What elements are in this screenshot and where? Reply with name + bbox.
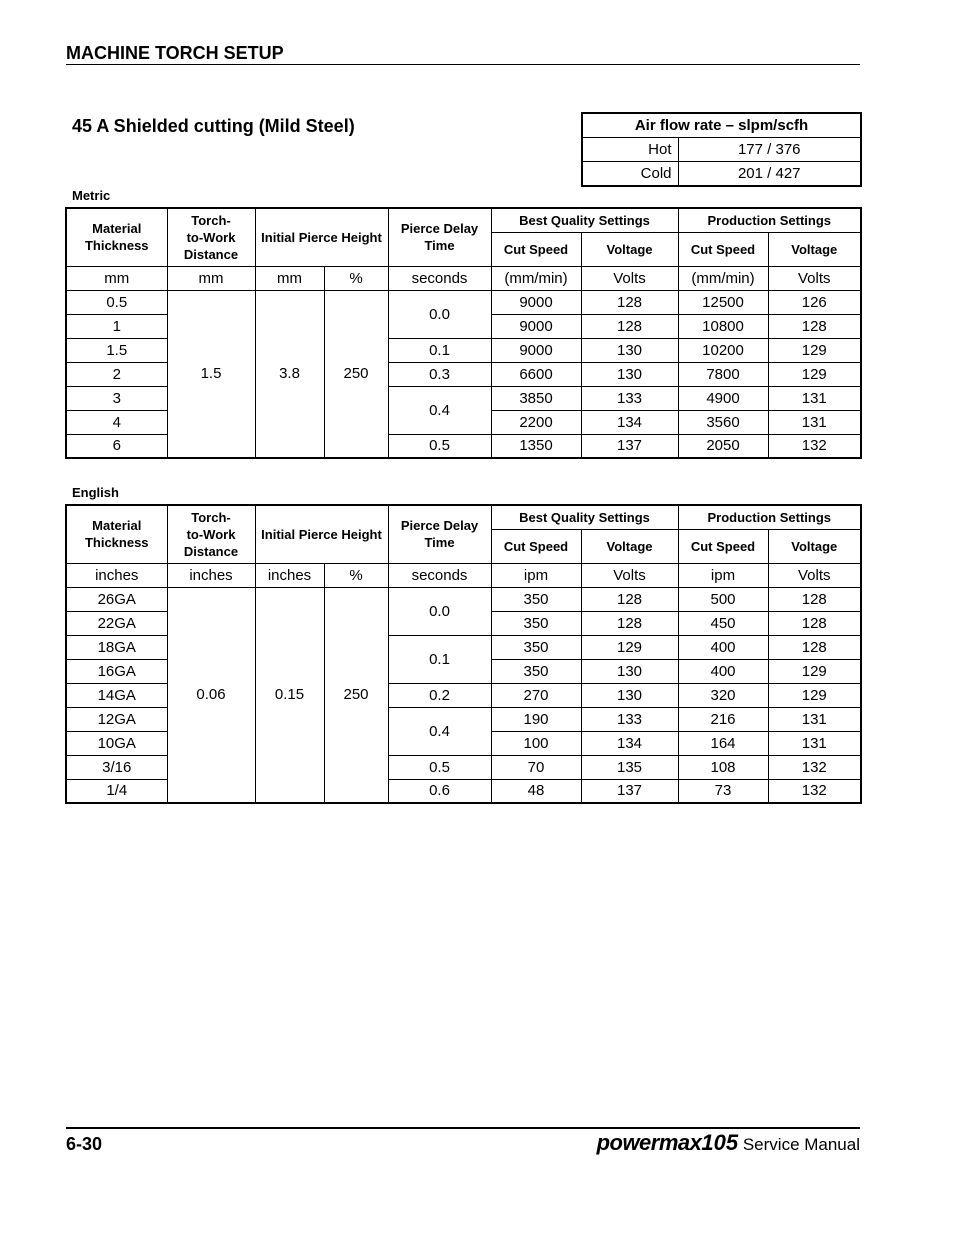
thickness-cell: 18GA — [66, 635, 167, 659]
p-speed-cell: 400 — [678, 635, 768, 659]
unit-cell: Volts — [581, 266, 678, 290]
header-torch-line1: Torch- — [191, 509, 231, 525]
p-speed-cell: 108 — [678, 755, 768, 779]
bq-speed-cell: 350 — [491, 659, 581, 683]
p-volt-cell: 129 — [768, 659, 861, 683]
p-volt-cell: 128 — [768, 587, 861, 611]
header-torch-line3: Distance — [183, 543, 239, 559]
bq-speed-cell: 6600 — [491, 362, 581, 386]
bq-speed-cell: 70 — [491, 755, 581, 779]
unit-cell: mm — [255, 266, 324, 290]
airflow-value: 177 / 376 — [678, 137, 861, 161]
bq-speed-cell: 3850 — [491, 386, 581, 410]
p-speed-cell: 450 — [678, 611, 768, 635]
unit-cell: ipm — [491, 563, 581, 587]
table-row — [66, 587, 861, 611]
bq-speed-cell: 190 — [491, 707, 581, 731]
torch-distance-cell: 1.5 — [167, 290, 255, 458]
pierce-pct-cell: 250 — [324, 587, 388, 803]
bq-speed-cell: 48 — [491, 779, 581, 803]
brand-model: 105 — [701, 1130, 739, 1155]
airflow-header: Air flow rate – slpm/scfh — [582, 113, 861, 137]
p-volt-cell: 131 — [768, 731, 861, 755]
p-volt-cell: 129 — [768, 362, 861, 386]
pierce-delay-cell: 0.0 — [388, 290, 491, 338]
bq-speed-cell: 2200 — [491, 410, 581, 434]
bq-volt-cell: 129 — [581, 635, 678, 659]
unit-cell: Volts — [768, 563, 861, 587]
bq-speed-cell: 100 — [491, 731, 581, 755]
footer-rule — [66, 1127, 860, 1129]
p-speed-cell: 4900 — [678, 386, 768, 410]
unit-cell: mm — [66, 266, 167, 290]
thickness-cell: 1/4 — [66, 779, 167, 803]
unit-cell: % — [324, 266, 388, 290]
bq-speed-cell: 1350 — [491, 434, 581, 458]
header-best-quality: Best Quality Settings — [491, 208, 678, 232]
bq-speed-cell: 350 — [491, 611, 581, 635]
bq-volt-cell: 128 — [581, 611, 678, 635]
header-voltage: Voltage — [768, 232, 861, 266]
p-speed-cell: 500 — [678, 587, 768, 611]
header-pierce-delay: Pierce Delay Time — [388, 505, 491, 563]
header-material-thickness: Material Thickness — [66, 208, 167, 266]
p-speed-cell: 2050 — [678, 434, 768, 458]
english-label: English — [72, 485, 119, 500]
thickness-cell: 14GA — [66, 683, 167, 707]
bq-volt-cell: 128 — [581, 290, 678, 314]
bq-speed-cell: 350 — [491, 635, 581, 659]
pierce-delay-cell: 0.3 — [388, 362, 491, 386]
pierce-height-cell: 0.15 — [255, 587, 324, 803]
thickness-cell: 6 — [66, 434, 167, 458]
metric-label: Metric — [72, 188, 111, 203]
thickness-cell: 26GA — [66, 587, 167, 611]
thickness-cell: 1.5 — [66, 338, 167, 362]
thickness-cell: 22GA — [66, 611, 167, 635]
unit-cell: Volts — [768, 266, 861, 290]
thickness-cell: 0.5 — [66, 290, 167, 314]
bq-volt-cell: 133 — [581, 707, 678, 731]
airflow-table — [581, 112, 862, 187]
bq-volt-cell: 130 — [581, 683, 678, 707]
header-material-thickness: Material Thickness — [66, 505, 167, 563]
header-cut-speed: Cut Speed — [678, 529, 768, 563]
manual-suffix: Service Manual — [738, 1135, 860, 1154]
bq-volt-cell: 130 — [581, 659, 678, 683]
p-volt-cell: 132 — [768, 779, 861, 803]
brand-logo: powermax — [596, 1130, 702, 1155]
header-torch-line2: to-Work — [186, 229, 236, 245]
unit-cell: (mm/min) — [678, 266, 768, 290]
p-speed-cell: 3560 — [678, 410, 768, 434]
header-production: Production Settings — [678, 505, 861, 529]
metric-table — [65, 207, 862, 459]
header-voltage: Voltage — [768, 529, 861, 563]
unit-cell: % — [324, 563, 388, 587]
pierce-delay-cell: 0.2 — [388, 683, 491, 707]
airflow-value: 201 / 427 — [678, 161, 861, 186]
thickness-cell: 3/16 — [66, 755, 167, 779]
p-speed-cell: 164 — [678, 731, 768, 755]
bq-volt-cell: 128 — [581, 587, 678, 611]
unit-cell: ipm — [678, 563, 768, 587]
unit-cell: (mm/min) — [491, 266, 581, 290]
unit-cell: Volts — [581, 563, 678, 587]
p-speed-cell: 12500 — [678, 290, 768, 314]
english-table — [65, 504, 862, 804]
unit-cell: mm — [167, 266, 255, 290]
pierce-pct-cell: 250 — [324, 290, 388, 458]
p-volt-cell: 132 — [768, 755, 861, 779]
section-header: MACHINE TORCH SETUP — [66, 43, 284, 63]
unit-cell: seconds — [388, 563, 491, 587]
thickness-cell: 16GA — [66, 659, 167, 683]
header-torch-line3: Distance — [183, 246, 239, 262]
unit-cell: seconds — [388, 266, 491, 290]
brand-footer — [597, 1130, 860, 1156]
header-initial-pierce: Initial Pierce Height — [255, 505, 388, 563]
page-number: 6-30 — [66, 1134, 103, 1154]
pierce-delay-cell: 0.6 — [388, 779, 491, 803]
unit-cell: inches — [66, 563, 167, 587]
p-speed-cell: 10200 — [678, 338, 768, 362]
header-initial-pierce: Initial Pierce Height — [255, 208, 388, 266]
pierce-delay-cell: 0.5 — [388, 434, 491, 458]
p-volt-cell: 128 — [768, 635, 861, 659]
p-volt-cell: 131 — [768, 386, 861, 410]
bq-speed-cell: 9000 — [491, 290, 581, 314]
p-volt-cell: 131 — [768, 707, 861, 731]
header-best-quality: Best Quality Settings — [491, 505, 678, 529]
thickness-cell: 3 — [66, 386, 167, 410]
pierce-delay-cell: 0.4 — [388, 707, 491, 755]
header-torch-to-work — [167, 505, 255, 563]
bq-volt-cell: 134 — [581, 410, 678, 434]
header-cut-speed: Cut Speed — [491, 529, 581, 563]
p-volt-cell: 126 — [768, 290, 861, 314]
p-volt-cell: 131 — [768, 410, 861, 434]
p-speed-cell: 216 — [678, 707, 768, 731]
pierce-height-cell: 3.8 — [255, 290, 324, 458]
airflow-label: Hot — [582, 137, 678, 161]
airflow-label: Cold — [582, 161, 678, 186]
p-speed-cell: 7800 — [678, 362, 768, 386]
bq-volt-cell: 134 — [581, 731, 678, 755]
bq-speed-cell: 9000 — [491, 314, 581, 338]
header-voltage: Voltage — [581, 529, 678, 563]
p-speed-cell: 320 — [678, 683, 768, 707]
p-speed-cell: 10800 — [678, 314, 768, 338]
thickness-cell: 1 — [66, 314, 167, 338]
page-title: 45 A Shielded cutting (Mild Steel) — [72, 116, 355, 136]
pierce-delay-cell: 0.0 — [388, 587, 491, 635]
pierce-delay-cell: 0.1 — [388, 635, 491, 683]
header-rule — [66, 64, 860, 65]
header-torch-line2: to-Work — [186, 526, 236, 542]
header-production: Production Settings — [678, 208, 861, 232]
thickness-cell: 10GA — [66, 731, 167, 755]
header-voltage: Voltage — [581, 232, 678, 266]
header-cut-speed: Cut Speed — [491, 232, 581, 266]
bq-volt-cell: 133 — [581, 386, 678, 410]
pierce-delay-cell: 0.1 — [388, 338, 491, 362]
thickness-cell: 2 — [66, 362, 167, 386]
bq-speed-cell: 270 — [491, 683, 581, 707]
pierce-delay-cell: 0.4 — [388, 386, 491, 434]
pierce-delay-cell: 0.5 — [388, 755, 491, 779]
header-torch-line1: Torch- — [191, 212, 231, 228]
unit-cell: inches — [167, 563, 255, 587]
table-row — [66, 290, 861, 314]
bq-volt-cell: 128 — [581, 314, 678, 338]
header-torch-to-work — [167, 208, 255, 266]
header-pierce-delay: Pierce Delay Time — [388, 208, 491, 266]
p-volt-cell: 128 — [768, 314, 861, 338]
header-cut-speed: Cut Speed — [678, 232, 768, 266]
bq-volt-cell: 135 — [581, 755, 678, 779]
bq-volt-cell: 137 — [581, 779, 678, 803]
p-volt-cell: 129 — [768, 683, 861, 707]
p-volt-cell: 132 — [768, 434, 861, 458]
p-speed-cell: 73 — [678, 779, 768, 803]
bq-speed-cell: 9000 — [491, 338, 581, 362]
torch-distance-cell: 0.06 — [167, 587, 255, 803]
thickness-cell: 12GA — [66, 707, 167, 731]
thickness-cell: 4 — [66, 410, 167, 434]
bq-volt-cell: 137 — [581, 434, 678, 458]
bq-speed-cell: 350 — [491, 587, 581, 611]
bq-volt-cell: 130 — [581, 362, 678, 386]
unit-cell: inches — [255, 563, 324, 587]
p-volt-cell: 128 — [768, 611, 861, 635]
p-volt-cell: 129 — [768, 338, 861, 362]
p-speed-cell: 400 — [678, 659, 768, 683]
bq-volt-cell: 130 — [581, 338, 678, 362]
